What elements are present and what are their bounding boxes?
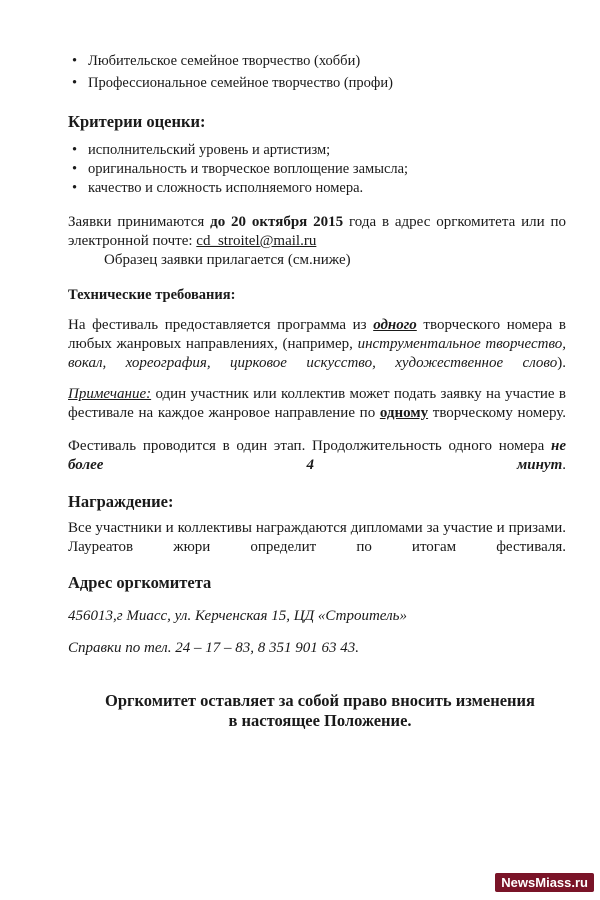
- criteria-heading: Критерии оценки:: [68, 112, 206, 131]
- note-label: Примечание:: [68, 386, 152, 402]
- duration-paragraph: Фестиваль проводится в один этап. Продолжительность одного номера не более 4 минут.: [68, 438, 566, 473]
- footer-line-2: в настоящее Положение.: [228, 711, 412, 730]
- deadline: до 20 октября 2015: [210, 214, 344, 230]
- watermark-logo: NewsMiass.ru: [495, 873, 594, 892]
- applications-line1: Заявки принимаются до 20 октября 2015 года в адрес оргкомитета или по: [68, 214, 566, 230]
- note-paragraph: Примечание: один участник или коллектив может подать заявку на участие в фестивале на каждое жанровое направление по одному творческому номеру.: [68, 386, 567, 421]
- awards-text: Все участники и коллективы награждаются дипломами за участие и призами. Лауреатов жюри определит по итогам фестиваля.: [68, 520, 566, 555]
- address-line: 456013,г Миасс, ул. Керченская 15, ЦД «Строитель»: [68, 608, 407, 624]
- technical-paragraph-1: На фестиваль предоставляется программа из одного творческого номера в любых жанровых направлениях, (например, инструментальное творчество, вокал, хореография, цирковое искусство, художественное слово).: [68, 317, 567, 371]
- technical-heading: Технические требования:: [68, 287, 236, 303]
- one-number: одному: [379, 405, 429, 421]
- phone-line: Справки по тел. 24 – 17 – 83, 8 351 901 63 43.: [68, 640, 359, 656]
- email-link[interactable]: cd_stroitel@mail.ru: [196, 233, 317, 249]
- sample-note: Образец заявки прилагается (см.ниже): [104, 252, 351, 268]
- bullet-hobby: • Любительское семейное творчество (хобби): [88, 52, 360, 71]
- footer-line-1: Оргкомитет оставляет за собой право вносить изменения: [105, 691, 535, 710]
- criteria-item: • исполнительский уровень и артистизм;: [88, 141, 330, 160]
- awards-heading: Награждение:: [68, 492, 174, 511]
- bullet-profi: • Профессиональное семейное творчество (профи): [88, 74, 393, 93]
- criteria-item: • оригинальность и творческое воплощение замысла;: [88, 160, 408, 179]
- one-word: одного: [373, 317, 417, 333]
- address-heading: Адрес оргкомитета: [68, 573, 212, 592]
- criteria-item: • качество и сложность исполняемого номера.: [88, 179, 363, 198]
- applications-line2: электронной почте: cd_stroitel@mail.ru: [68, 233, 317, 249]
- duration-limit: не более 4 минут: [68, 438, 566, 473]
- genres: инструментальное творчество, вокал, хореография, цирковое искусство, художественное слово: [68, 336, 567, 371]
